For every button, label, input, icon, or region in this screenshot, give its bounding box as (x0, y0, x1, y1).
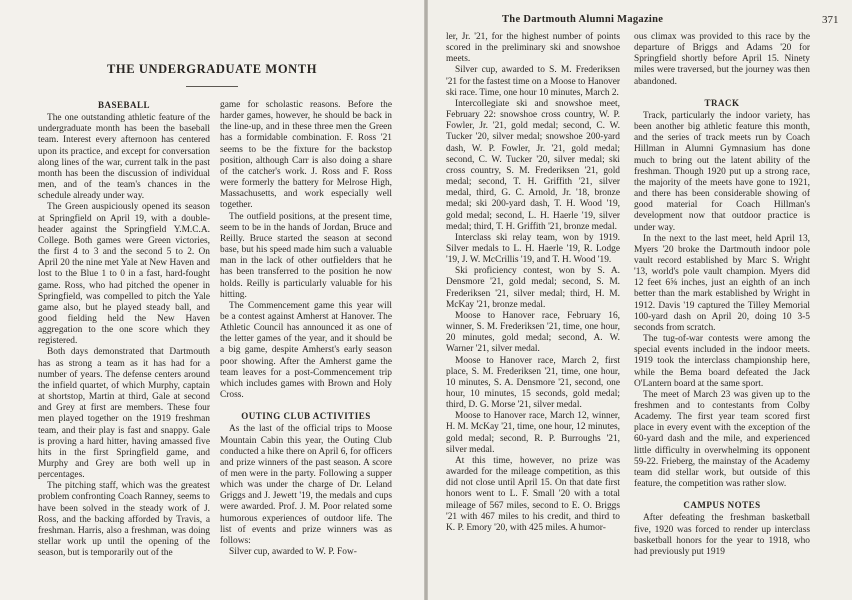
page-title: THE UNDERGRADUATE MONTH (106, 62, 318, 76)
section-heading-track: TRACK (704, 97, 740, 108)
paragraph: In the next to the last meet, held April 13, Myers '20 broke the Dartmouth indoor pole vault record established by Marc S. Wright '13, world's pole vault champion. Myers did 12 feet 6⅝ inches, just an eighth of an inch better than the mark established by Wright in 1912. Davis '19 captured the Tilley Memorial 100-yard dash on April 20, doing 10 3-5 seconds from scratch. (634, 233, 810, 333)
left-column-1 (38, 100, 210, 559)
section-heading-campus-notes: CAMPUS NOTES (683, 500, 761, 511)
paragraph: The pitching staff, which was the greatest problem confronting Coach Ranney, seems to have been solved in the steady work of J. Ross, and the backing afforded by Travis, a freshman. Harris, also a freshman, was doing stellar work up until the opening of the season, but is temporarily out of the (38, 481, 210, 559)
paragraph: ler, Jr. '21, for the highest number of points scored in the preliminary ski and snowshoe meets. (446, 32, 620, 65)
paragraph: Interclass ski relay team, won by 1919. Silver medals to L. H. Haerle '19, R. Lodge '19, J. W. McCrillis '19, and T. H. Wood '19. (446, 232, 620, 266)
paragraph: ous climax was provided to this race by the departure of Briggs and Adams '20 for Springfield shortly before April 15. Ninety miles were traversed, but the journey was then abandoned. (634, 32, 810, 87)
paragraph: The outfield positions, at the present time, seem to be in the hands of Jordan, Bruce and Reilly. Bruce started the season at second base, but his speed made him such a valuable man in the lack of other outfielders that he has been transferred to the position he now holds. Reilly is particularly valuable for his hitting. (220, 211, 392, 300)
right-column-1 (446, 32, 620, 534)
paragraph: The Green auspiciously opened its season at Springfield on April 19, with a double-header against the Springfield Y.M.C.A. College. Both games were Green victories, the first 4 to 3 and the second 5 to 2. On April 20 the nine met Yale at New Haven and lost to the Blue 1 to 0 in a fast, hard-fought game. Ross, who had pitched the opener in Springfield, was compelled to pitch the Yale game also, but he played steady ball, and good fielding held the New Haven aggregation to the one score which they registered. (38, 202, 210, 347)
paragraph: Intercollegiate ski and snowshoe meet, February 22: snowshoe cross country, W. P. Fowler, Jr. '21, gold medal; second, C. W. Tucker '20, silver medal; snowshoe 200-yard dash, W. P. Fowler, Jr. '21, gold medal; second, C. W. Tucker '20, silver medal; ski cross country, S. M. Frederiksen '21, gold medal; second, T. H. Griffith '21, silver medal, third, G. C. Arnold, Jr. '18, bronze medal; ski 200-yard dash, T. H. Wood '19, gold medal; second, L. H. Haerle '19, silver medal; third, T. H. Griffith '21, bronze medal. (446, 98, 620, 232)
paragraph: The one outstanding athletic feature of the undergraduate month has been the baseball team. Interest every afternoon has centered upon its practice, and except for conversation along lines of the war, current talk in the past month has been the discussion of individual men, and of the team's chances in the schedule already under way. (38, 113, 210, 202)
paragraph: As the last of the official trips to Moose Mountain Cabin this year, the Outing Club conducted a hike there on April 6, for officers and prize winners of the past season. A score of men were in the party. Following a supper which was under the charge of Dr. Leland Griggs and J. Jewett '19, the medals and cups were awarded. Prof. J. M. Poor related some humorous experiences of outdoor life. The list of events and prize winners was as follows: (220, 424, 392, 546)
paragraph: Silver cup, awarded to W. P. Fow- (229, 547, 357, 558)
title-rule (186, 86, 238, 87)
section-heading-outing-club: OUTING CLUB ACTIVITIES (241, 411, 371, 422)
paragraph: The meet of March 23 was given up to the freshmen and to contestants from Colby Academy. The first year team scored first place in every event with the exception of the 60-yard dash and the mile, and experienced little difficulty in overwhelming its opponent 59-22. Frieberg, the mainstay of the Academy team did stellar work, but outside of this feature, the competition was rather slow. (634, 389, 810, 490)
right-column-2 (634, 32, 810, 558)
paragraph: Moose to Hanover race, March 2, first place, S. M. Frederiksen '21, time, one hour, 10 minutes, S. A. Densmore '21, second, one hour, 10 minutes, 15 seconds, gold medal; third, D. G. Morse '21, silver medal. (446, 355, 620, 411)
paragraph: Both days demonstrated that Dartmouth has as strong a team as it has had for a number of years. The defense centers around the infield quartet, of which Murphy, captain at shortstop, Martin at third, Gale at second and Grey at first are members. These four men played together on the 1919 freshman team, and their play is fast and snappy. Gale is proving a hard hitter, having amassed five hits in the first Springfield game, and Murphy and Grey are both well up in percentages. (38, 347, 210, 481)
left-column-2 (220, 100, 392, 558)
paragraph: The Commencement game this year will be a contest against Amherst at Hanover. The Athletic Council has announced it as one of the letter games of the year, and it should be a big game, despite Amherst's early season poor showing. After the Amherst game the team leaves for a post-Commencement trip which includes games with Brown and Holy Cross. (220, 300, 392, 401)
left-page (0, 0, 424, 600)
running-head: The Dartmouth Alumni Magazine (502, 14, 664, 25)
paragraph: Moose to Hanover race, March 12, winner, H. M. McKay '21, time, one hour, 12 minutes, gold medal; second, R. P. Burroughs '21, silver medal. (446, 411, 620, 455)
paragraph: The tug-of-war contests were among the special events included in the indoor meets. 1919 took the interclass championship here, while the Bema board defeated the Jack O'Lantern board at the same sport. (634, 334, 810, 389)
section-heading-baseball: BASEBALL (97, 100, 151, 110)
paragraph: Track, particularly the indoor variety, has been another big athletic feature this month, and the series of track meets run by Coach Hillman in Alumni Gymnasium has done much to bring out the latent ability of the freshman. Though 1920 put up a strong race, the majority of the meets have gone to 1921, and there has been considerable showing of good material for Coach Hillman's development now that outdoor practice is under way. (634, 110, 810, 233)
paragraph: Ski proficiency contest, won by S. A. Densmore '21, gold medal; second, S. M. Frederiksen '21, silver medal; third, H. M. McKay '21, bronze medal. (446, 266, 620, 310)
paragraph: Moose to Hanover race, February 16, winner, S. M. Frederiksen '21, time, one hour, 20 minutes, gold medal; second, A. W. Warner '21, silver medal. (446, 310, 620, 355)
paragraph: Silver cup, awarded to S. M. Frederiksen '21 for the fastest time on a Moose to Hanover ski race. Time, one hour 10 minutes, March 2. (446, 65, 620, 98)
paragraph: At this time, however, no prize was awarded for the mileage competition, as this did not close until April 15. On that date first honors went to L. F. Small '20 with a total mileage of 567 miles, second to E. O. Briggs '21 with 467 miles to his credit, and third to K. P. Emory '20, with 425 miles. A humor- (446, 455, 620, 533)
page-number: 371 (822, 14, 839, 26)
paragraph: After defeating the freshman basketball five, 1920 was forced to render up interclass basketball honors for the year to 1918, who had previously put 1919 (634, 513, 810, 557)
paragraph: game for scholastic reasons. Before the harder games, however, he should be back in the line-up, and in these three men the Green has a formidable combination. F. Ross '21 seems to be the fixture for the backstop position, although Carr is also doing a share of the catcher's work. J. Ross and F. Ross were formerly the battery for Melrose High, Massachusetts, and work especially well together. (220, 100, 392, 211)
